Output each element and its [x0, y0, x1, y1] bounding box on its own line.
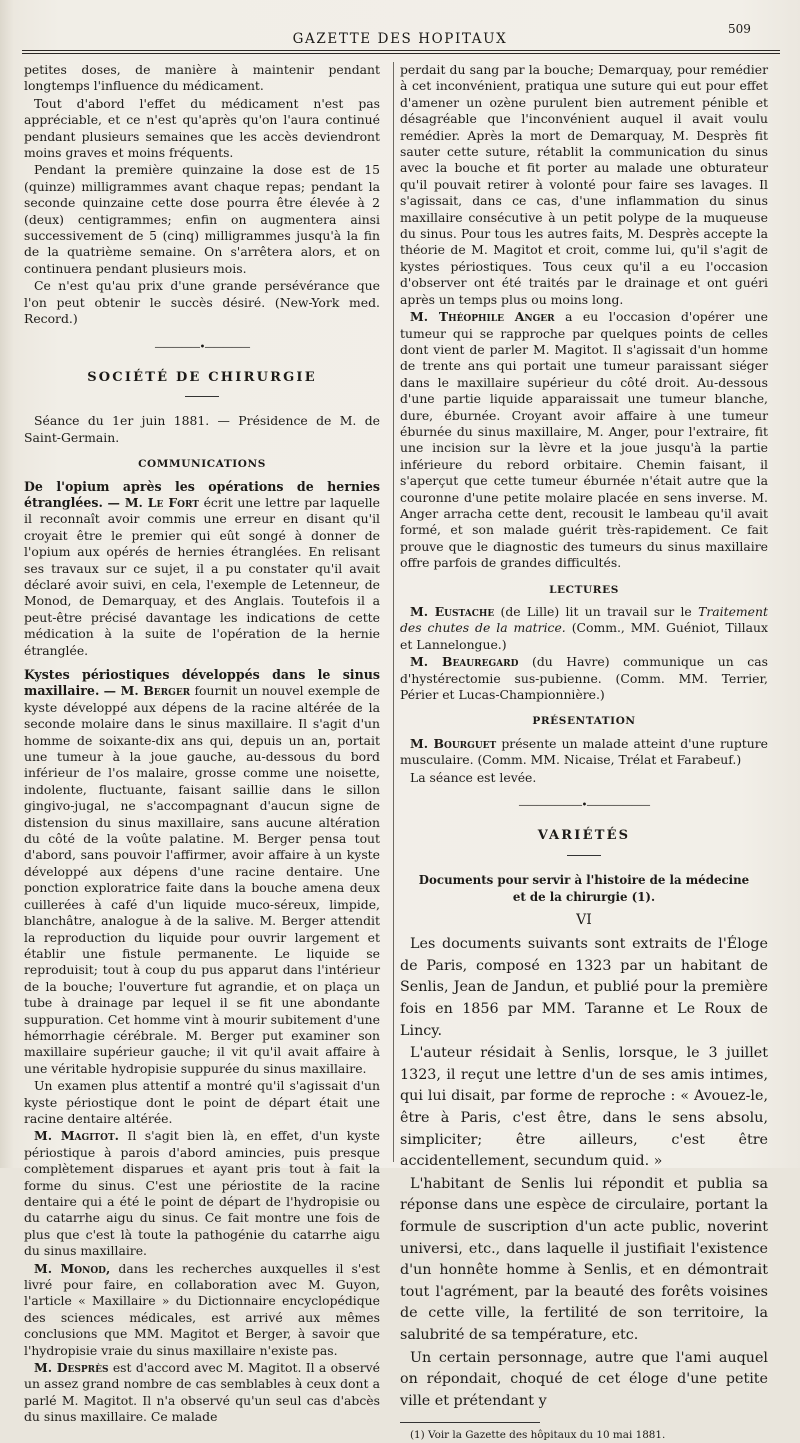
monod-text: dans les recherches auxquelles il s'est livré pour faire, en collaboration avec M. Guyon, l'article « Maxillaire » du Dictionnaire encyclopédique des sciences médicales, est arrivé aux mêmes conclusions que MM. Magitot et Berger, à savoir que l'hydropisie vraie du sinus maxillaire n'existe pas. [24, 1260, 380, 1358]
opium-article [24, 479, 380, 659]
kystes-text: fournit un nouvel exemple de kyste développé aux dépens de la racine altérée de la seconde molaire dans le sinus maxillaire. Il s'agit d'un homme de soixante-dix ans qui, depuis un an, portait une tumeur à la joue gauche, au-dessous du bord inférieur de l'os malaire, grosse comme une noisette, indolente, fluctuante, faisant saillie dans le sillon gingivo-jugal, ne s'accompagnant d'aucun signe de distension du sinus maxillaire, sans aucune altération du côté de la voûte palatine. M. Berger pensa tout d'abord, sans pouvoir l'affirmer, avoir affaire à un kyste développé aux dépens d'une racine dentaire. Une ponction exploratrice faite dans la bouche amena deux cuillerées à café d'un liquide muco-séreux, limpide, blanchâtre, analogue à de la salive. M. Berger attendit la reproduction du liquide pour ouvrir largement et établir une fistule permanente. Le liquide se reproduisit; tout à coup du pus apparut dans l'intérieur de la bouche; l'ouverture fut agrandie, et on plaça un tube à drainage par lequel il se fit une abondante suppuration. Cet homme vint à mourir subitement d'une hémorrhagie cérébrale. M. Berger put examiner son maxillaire supérieur gauche; il vit qu'il avait affaire à une véritable hydropisie suppurée du sinus maxillaire. [24, 683, 380, 1076]
lectures-heading: LECTURES [549, 583, 619, 596]
section-numeral: VI [576, 911, 592, 928]
speaker-name: M. Desprès [34, 1360, 109, 1376]
intro-paragraph: Ce n'est qu'au prix d'une grande persévérance que l'on peut obtenir le succès désiré. (New-York med. Record.) [24, 278, 380, 327]
continuation-paragraph: perdait du sang par la bouche; Demarquay, pour remédier à cet inconvénient, pratiqua une suture qui eut pour effet d'amener un ozène purulent bien autrement pénible et désagréable que l'inconvénient auquel il avait voulu remédier. Après la mort de Demarquay, M. Desprès fit sauter cette suture, rétablit la communication du sinus avec la bouche et fit porter au malade une obturateur qu'il pouvait retirer à volonté pour faire ses lavages. Il s'agissait, dans ce cas, d'une inflammation du sinus maxillaire consécutive à un petit polype de la muqueuse du sinus. Pour tous les autres faits, M. Desprès accepte la théorie de M. Magitot et croit, comme lui, qu'il s'agit de kystes périostiques. Tous ceux qu'il a eu l'occasion d'observer ont été traités par le drainage et ont guéri après un temps plus ou moins long. [400, 62, 768, 307]
documents-title [400, 872, 768, 906]
kystes-author: — M. Berger [103, 683, 191, 699]
intro-paragraph: Tout d'abord l'effet du médicament n'est pas appréciable, et ce n'est qu'après qu'on l'aura continué pendant plusieurs semaines que les accès deviendront moins graves et moins fréquents. [24, 95, 380, 161]
documents-body [400, 934, 768, 1412]
anger-paragraph [400, 309, 768, 572]
speaker-name: M. Magitot. [34, 1128, 119, 1144]
header-rule-thin [22, 53, 780, 54]
documents-paragraph: Un certain personnage, autre que l'ami auquel on répondait, choqué de cet éloge d'une petite ville et prétendant y [400, 1349, 768, 1409]
communications-heading: COMMUNICATIONS [138, 458, 266, 471]
kystes-title: Kystes périostiques développés dans le sinus maxillaire. [24, 667, 380, 699]
speaker-name: M. Théophile Anger [410, 309, 555, 325]
despres-paragraph [24, 1360, 380, 1426]
speaker-name: M. Beauregard [410, 654, 519, 670]
intro-paragraph: Pendant la première quinzaine la dose est de 15 (quinze) milligrammes avant chaque repas; pendant la seconde quinzaine cette dose pourra être élevée à 2 (deux) centigrammes; enfin on augmentera ainsi successivement de 5 (cinq) milligrammes jusqu'à la fin de la quatrième semaine. On s'arrêtera alors, et on continuera pendant plusieurs mois. [24, 162, 380, 276]
opium-text: écrit une lettre par laquelle il reconnaît avoir commis une erreur en disant qu'il croyait être le premier qui eût songé à donner de l'opium aux opérés de hernies étranglées. En relisant ses travaux sur ce sujet, il a pu constater qu'il avait déclaré avoir suivi, en cela, l'exemple de Letenneur, de Monod, de Demarquay, et des Anglais. Toutefois il a peut-être précisé davantage les indications de cette médication à la suite de l'opération de la hernie étranglée. [24, 494, 380, 658]
closing-line: La séance est levée. [410, 769, 537, 785]
documents-paragraph: L'habitant de Senlis lui répondit et publia sa réponse dans une espèce de circulaire, portant la formule de suscription d'un acte public, noverint universi, etc., dans laquelle il justifiait l'existence d'un honnête homme à Senlis, et en démontrait tout l'agrément, par la beauté des forêts voisines de cette ville, la fertilité de son territoire, la salubrité de sa température, etc. [400, 1175, 768, 1343]
session-line: Séance du 1er juin 1881. — Présidence de M. de Saint-Germain. [24, 413, 380, 445]
ornament-divider: ———————•——————— [518, 800, 650, 812]
left-column [24, 62, 380, 1427]
speaker-name: M. Eustache [410, 604, 495, 619]
column-divider [393, 62, 394, 1162]
beauregard-text: (du Havre) communique un cas d'hystérectomie sus-pubienne. (Comm. MM. Terrier, Périer et Lucas-Championnière.) [400, 654, 768, 703]
right-column [400, 62, 768, 1443]
documents-title-line-2: et de la chirurgie (1). [512, 889, 656, 904]
varietes-title: VARIÉTÉS [537, 828, 631, 844]
ornament-divider: —————•————— [154, 341, 250, 353]
speaker-name: M. Monod, [34, 1260, 111, 1276]
short-rule [185, 396, 219, 397]
opium-title: De l'opium après les opérations de hernies étranglées. [24, 478, 380, 510]
footnote: (1) Voir la Gazette des hôpitaux du 10 mai 1881. [410, 1429, 666, 1442]
bourguet-text: présente un malade atteint d'une rupture musculaire. (Comm. MM. Nicaise, Trélat et Farabeuf.) [400, 735, 768, 768]
monod-paragraph [24, 1261, 380, 1359]
magitot-paragraph [24, 1128, 380, 1259]
header-rule [22, 50, 780, 51]
documents-title-line-1: Documents pour servir à l'histoire de la médecine [418, 872, 750, 887]
despres-text: est d'accord avec M. Magitot. Il a observé un assez grand nombre de cas semblables à ceux dont a parlé M. Magitot. Il n'a observé qu'un seul cas d'abcès du sinus maxillaire. Ce malade [24, 1360, 380, 1425]
beauregard-paragraph [400, 654, 768, 703]
eustache-work-title: Traitement des chutes de la matrice. [400, 604, 768, 636]
journal-title: GAZETTE DES HOPITAUX [292, 31, 508, 47]
kystes-article [24, 667, 380, 1077]
eustache-text-b: (Comm., MM. Guéniot, Tillaux et Lannelongue.) [400, 620, 768, 652]
opium-author: — M. Le Fort [107, 494, 199, 510]
speaker-name: M. Bourguet [410, 735, 497, 751]
intro-paragraph: petites doses, de manière à maintenir pendant longtemps l'influence du médicament. [24, 62, 380, 94]
page-number: 509 [728, 22, 751, 36]
documents-paragraph: L'auteur résidait à Senlis, lorsque, le 3 juillet 1323, il reçut une lettre d'un de ses amis intimes, qui lui disait, par forme de reproche : « Avouez-le, être à Paris, c'est être, dans le sens absolu, simpliciter; être ailleurs, c'est être accidentellement, secundum quid. » [400, 1045, 768, 1170]
bourguet-paragraph [400, 736, 768, 769]
short-rule [567, 855, 601, 856]
presentation-heading: PRÉSENTATION [532, 715, 636, 728]
eustache-text-a: (de Lille) lit un travail sur le [500, 604, 692, 619]
society-title: SOCIÉTÉ DE CHIRURGIE [87, 369, 317, 385]
documents-paragraph: Les documents suivants sont extraits de l'Éloge de Paris, composé en 1323 par un habitant de Senlis, Jean de Jandun, et publié pour la première fois en 1856 par MM. Taranne et Le Roux de Lincy. [400, 936, 768, 1039]
eustache-paragraph [400, 604, 768, 653]
anger-text: a eu l'occasion d'opérer une tumeur qui se rapproche par quelques points de celles dont vient de parler M. Magitot. Il s'agissait d'un homme de trente ans qui portait une tumeur paraissant siéger dans le maxillaire supérieur du côté droit. Au-dessous d'une partie liquide apparaissait une tumeur blanche, dure, éburnée. Croyant avoir affaire à une tumeur éburnée du sinus maxillaire, M. Anger, pour l'extraire, fit une incision sur la lèvre et la joue jusqu'à la partie inférieure du rebord orbitaire. Chemin faisant, il s'aperçut que cette tumeur éburnée n'était autre que la couronne d'une petite molaire placée en sens inverse. M. Anger arracha cette dent, recousit le lambeau qu'il avait formé, et son malade guérit très-rapidement. Ce fait prouve que le diagnostic des tumeurs du sinus maxillaire offre parfois de grandes difficultés. [400, 309, 768, 571]
kystes-text-2: Un examen plus attentif a montré qu'il s'agissait d'un kyste périostique dont le point de départ était une racine dentaire altérée. [24, 1078, 380, 1126]
magitot-text: Il s'agit bien là, en effet, d'un kyste périostique à parois d'abord amincies, puis presque complètement disparues et ayant pris tout à fait la forme du sinus. C'est une périostite de la racine dentaire qui a été le point de départ de l'hydropisie ou du catarrhe aigu du sinus. Ce fait montre une fois de plus que c'est là toute la pathogénie du catarrhe aigu du sinus maxillaire. [24, 1128, 380, 1259]
footnote-rule [400, 1422, 540, 1423]
